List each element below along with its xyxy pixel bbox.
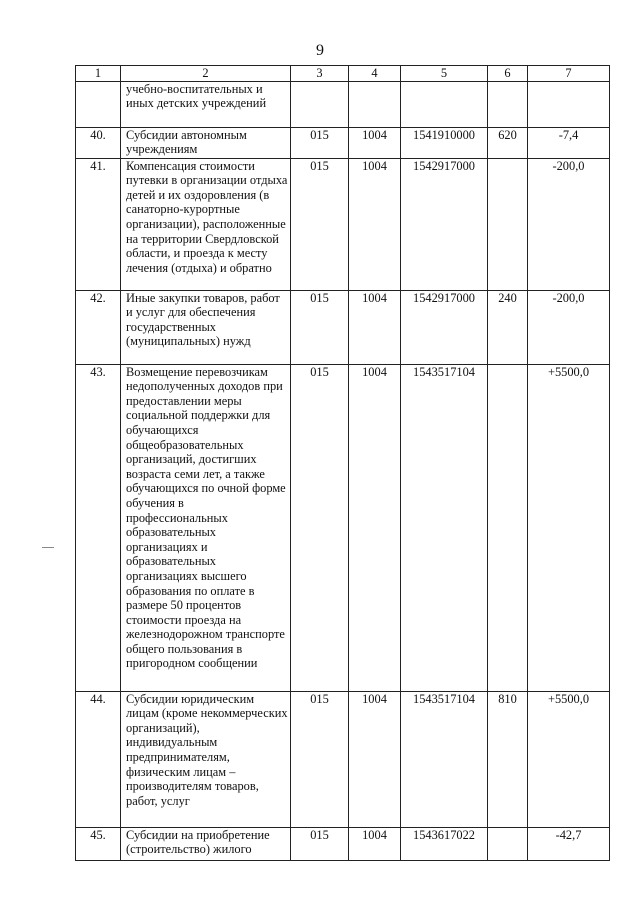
- row-name: Возмещение перевозчикам недополученных доходов при предоставлении меры социальной поддержки для обучающихся общеобразовательных организаций, достигших возраста семи лет, а также обучающихся по очной форме обучения в профессиональных образовательных организациях и образовательных организациях высшего образования по оплате в размере 50 процентов стоимости проезда на железнодорожном транспорте общего пользования в пригородном сообщении: [121, 364, 291, 691]
- row-name: Субсидии автономным учреждениям: [121, 127, 291, 158]
- row-number: 41.: [76, 158, 121, 290]
- row-csr: 1543617022: [401, 827, 488, 860]
- row-csr: 1541910000: [401, 127, 488, 158]
- row-vr: [488, 158, 528, 290]
- row-csr: 1543517104: [401, 691, 488, 827]
- margin-mark: [42, 547, 54, 548]
- budget-table: [75, 65, 610, 861]
- row-csr: 1543517104: [401, 364, 488, 691]
- row-sum: +5500,0: [528, 364, 610, 691]
- row-name: Иные закупки товаров, работ и услуг для обеспечения государственных (муниципальных) нужд: [121, 290, 291, 364]
- header-col-3: 3: [291, 66, 349, 82]
- header-col-4: 4: [349, 66, 401, 82]
- header-col-1: 1: [76, 66, 121, 82]
- row-rz: 1004: [349, 691, 401, 827]
- row-gr: 015: [291, 127, 349, 158]
- row-rz: 1004: [349, 290, 401, 364]
- row-vr: 810: [488, 691, 528, 827]
- row-number: [76, 81, 121, 127]
- row-rz: 1004: [349, 158, 401, 290]
- header-row: [76, 66, 610, 82]
- row-rz: 1004: [349, 827, 401, 860]
- page-number: 9: [316, 42, 324, 59]
- header-col-6: 6: [488, 66, 528, 82]
- table-row: [76, 81, 610, 127]
- row-sum: -7,4: [528, 127, 610, 158]
- header-col-5: 5: [401, 66, 488, 82]
- row-number: 42.: [76, 290, 121, 364]
- row-number: 40.: [76, 127, 121, 158]
- row-gr: 015: [291, 364, 349, 691]
- row-sum: -200,0: [528, 158, 610, 290]
- row-vr: [488, 364, 528, 691]
- row-sum: [528, 81, 610, 127]
- row-sum: +5500,0: [528, 691, 610, 827]
- header-col-7: 7: [528, 66, 610, 82]
- table-row: [76, 158, 610, 290]
- row-gr: 015: [291, 691, 349, 827]
- row-gr: [291, 81, 349, 127]
- row-name: Субсидии на приобретение (строительство) жилого: [121, 827, 291, 860]
- table-row: [76, 290, 610, 364]
- row-vr: [488, 827, 528, 860]
- row-gr: 015: [291, 158, 349, 290]
- row-number: 43.: [76, 364, 121, 691]
- row-rz: 1004: [349, 364, 401, 691]
- table-row: [76, 827, 610, 860]
- row-csr: [401, 81, 488, 127]
- row-gr: 015: [291, 827, 349, 860]
- table-row: [76, 691, 610, 827]
- row-rz: 1004: [349, 127, 401, 158]
- row-vr: 620: [488, 127, 528, 158]
- row-rz: [349, 81, 401, 127]
- row-csr: 1542917000: [401, 290, 488, 364]
- row-name: Компенсация стоимости путевки в организации отдыха детей и их оздоровления (в санаторно-курортные организации), расположенные на территории Свердловской области, и проезда к месту лечения (отдыха) и обратно: [121, 158, 291, 290]
- row-vr: [488, 81, 528, 127]
- row-sum: -200,0: [528, 290, 610, 364]
- row-vr: 240: [488, 290, 528, 364]
- header-col-2: 2: [121, 66, 291, 82]
- row-name: учебно-воспитательных и иных детских учреждений: [121, 81, 291, 127]
- table-row: [76, 127, 610, 158]
- row-name: Субсидии юридическим лицам (кроме некоммерческих организаций), индивидуальным предпринимателям, физическим лицам – производителям товаров, работ, услуг: [121, 691, 291, 827]
- table-row: [76, 364, 610, 691]
- row-number: 45.: [76, 827, 121, 860]
- row-gr: 015: [291, 290, 349, 364]
- row-number: 44.: [76, 691, 121, 827]
- row-csr: 1542917000: [401, 158, 488, 290]
- row-sum: -42,7: [528, 827, 610, 860]
